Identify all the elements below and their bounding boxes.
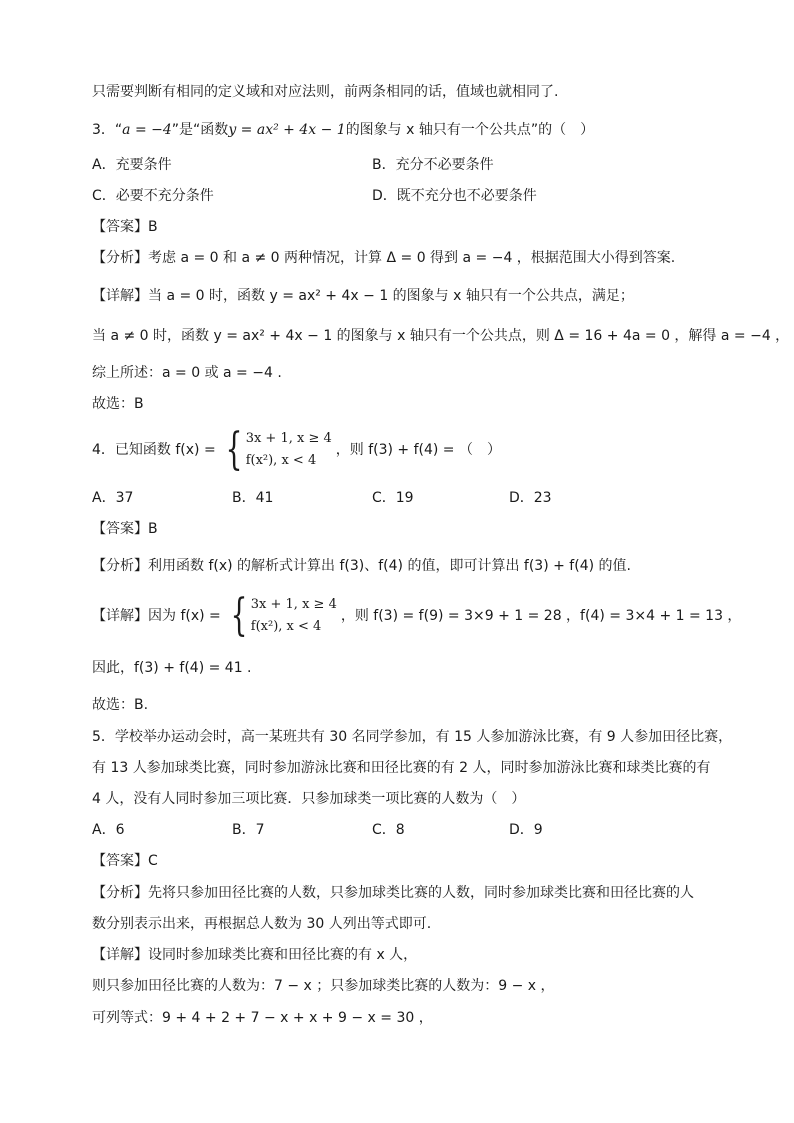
detail-text: 当 a ≠ 0 时，函数 y = ax² + 4x − 1 的图象与 x 轴只有一个公共点，则 Δ = 16 + 4a = 0 ，解得 a = −4 ，: [92, 328, 790, 344]
answer-tag: 【答案】: [92, 853, 148, 869]
answer-line: [92, 851, 158, 871]
detail-text: 综上所述：a = 0 或 a = −4 .: [92, 365, 282, 381]
brace-icon: {: [225, 424, 243, 475]
detail-text: ，则 f(3) = f(9) = 3×9 + 1 = 28 ，f(4) = 3×4 + 1 = 13 ，: [340, 608, 742, 624]
option-a: A．37: [92, 490, 134, 506]
choose-text: 故选：B: [92, 396, 144, 412]
text-line: [92, 82, 558, 102]
question-text: 5．学校举办运动会时，高一某班共有 30 名同学参加，有 15 人参加游泳比赛，有 9 人参加田径比赛，: [92, 729, 733, 745]
question-text: ”是“函数: [171, 122, 229, 138]
question-5-stem: [92, 789, 525, 809]
analysis-line: [92, 556, 631, 576]
detail-text: 当 a = 0 时，函数 y = ax² + 4x − 1 的图象与 x 轴只有一个公共点，满足；: [148, 288, 634, 304]
analysis-tag: 【分析】: [92, 885, 148, 901]
math-expression: a = −4: [122, 122, 172, 138]
answer-value: B: [148, 219, 158, 235]
option-b: B．41: [232, 490, 274, 506]
detail-line: [92, 363, 282, 383]
question-text: 4．已知函数 f(x) =: [92, 442, 216, 458]
detail-text: 因此，f(3) + f(4) = 41 .: [92, 660, 252, 676]
detail-line: [92, 945, 417, 965]
question-5-stem: [92, 727, 732, 747]
detail-tag: 【详解】: [92, 947, 148, 963]
option-d: D．23: [509, 490, 552, 506]
analysis-line: [92, 883, 694, 903]
analysis-text: 数分别表示出来，再根据总人数为 30 人列出等式即可.: [92, 916, 432, 932]
brace-icon: {: [230, 590, 248, 641]
analysis-line: [92, 248, 675, 268]
detail-line: [92, 658, 252, 678]
case-1: 3x + 1, x ≥ 4: [245, 431, 332, 446]
option-c: C．19: [372, 490, 414, 506]
detail-text: 设同时参加球类比赛和田径比赛的有 x 人，: [148, 947, 418, 963]
option-b: B．7: [232, 822, 265, 838]
detail-line: [92, 976, 555, 996]
paragraph-text: 只需要判断有相同的定义域和对应法则，前两条相同的话，值域也就相同了.: [92, 84, 559, 100]
question-4-stem: [92, 425, 501, 475]
piecewise-cases: [251, 594, 337, 638]
option-b: B．充分不必要条件: [372, 157, 494, 173]
option-d: D．既不充分也不必要条件: [372, 188, 537, 204]
question-5-stem: [92, 758, 711, 778]
question-text: ，则 f(3) + f(4) = （ ）: [335, 442, 501, 458]
piecewise-cases: [246, 428, 332, 472]
analysis-text: 利用函数 f(x) 的解析式计算出 f(3)、f(4) 的值，即可计算出 f(3) + f(4) 的值.: [148, 558, 631, 574]
choose-line: [92, 695, 148, 715]
question-text: 4 人，没有人同时参加三项比赛．只参加球类一项比赛的人数为（ ）: [92, 791, 526, 807]
answer-value: B: [148, 521, 158, 537]
option-c: C．必要不充分条件: [92, 188, 214, 204]
analysis-text: 考虑 a = 0 和 a ≠ 0 两种情况，计算 Δ = 0 得到 a = −4 ，根据范围大小得到答案.: [148, 250, 676, 266]
case-2: f(x²), x < 4: [245, 453, 317, 468]
analysis-text: 先将只参加田径比赛的人数，只参加球类比赛的人数，同时参加球类比赛和田径比赛的人: [148, 885, 694, 901]
answer-tag: 【答案】: [92, 219, 148, 235]
answer-line: [92, 217, 158, 237]
analysis-tag: 【分析】: [92, 250, 148, 266]
answer-line: [92, 519, 158, 539]
question-text: 有 13 人参加球类比赛，同时参加游泳比赛和田径比赛的有 2 人，同时参加游泳比赛和球类比赛的有: [92, 760, 711, 776]
option-d: D．9: [509, 822, 543, 838]
detail-text: 则只参加田径比赛的人数为：7 − x ；只参加球类比赛的人数为：9 − x ，: [92, 978, 555, 994]
option-a: A．6: [92, 822, 125, 838]
piecewise-function: [225, 591, 337, 641]
analysis-tag: 【分析】: [92, 558, 148, 574]
case-2: f(x²), x < 4: [250, 619, 322, 634]
choose-line: [92, 394, 144, 414]
math-expression: y = ax² + 4x − 1: [228, 122, 346, 138]
answer-value: C: [148, 853, 158, 869]
detail-text: 可列等式：9 + 4 + 2 + 7 − x + x + 9 − x = 30 ，: [92, 1010, 433, 1026]
detail-line: [92, 1008, 433, 1028]
question-number: 3．“: [92, 122, 123, 138]
analysis-line: [92, 914, 431, 934]
question-text: 的图象与 x 轴只有一个公共点”的（ ）: [345, 122, 595, 138]
detail-tag: 【详解】: [92, 288, 148, 304]
case-1: 3x + 1, x ≥ 4: [250, 597, 337, 612]
detail-line: [92, 326, 789, 346]
answer-tag: 【答案】: [92, 521, 148, 537]
detail-tag: 【详解】: [92, 608, 148, 624]
option-c: C．8: [372, 822, 405, 838]
option-a: A．充要条件: [92, 157, 172, 173]
detail-text: 因为 f(x) =: [148, 608, 221, 624]
detail-line: [92, 591, 741, 641]
question-3-stem: [92, 120, 594, 140]
piecewise-function: [220, 425, 332, 475]
detail-line: [92, 286, 634, 306]
choose-text: 故选：B.: [92, 697, 149, 713]
